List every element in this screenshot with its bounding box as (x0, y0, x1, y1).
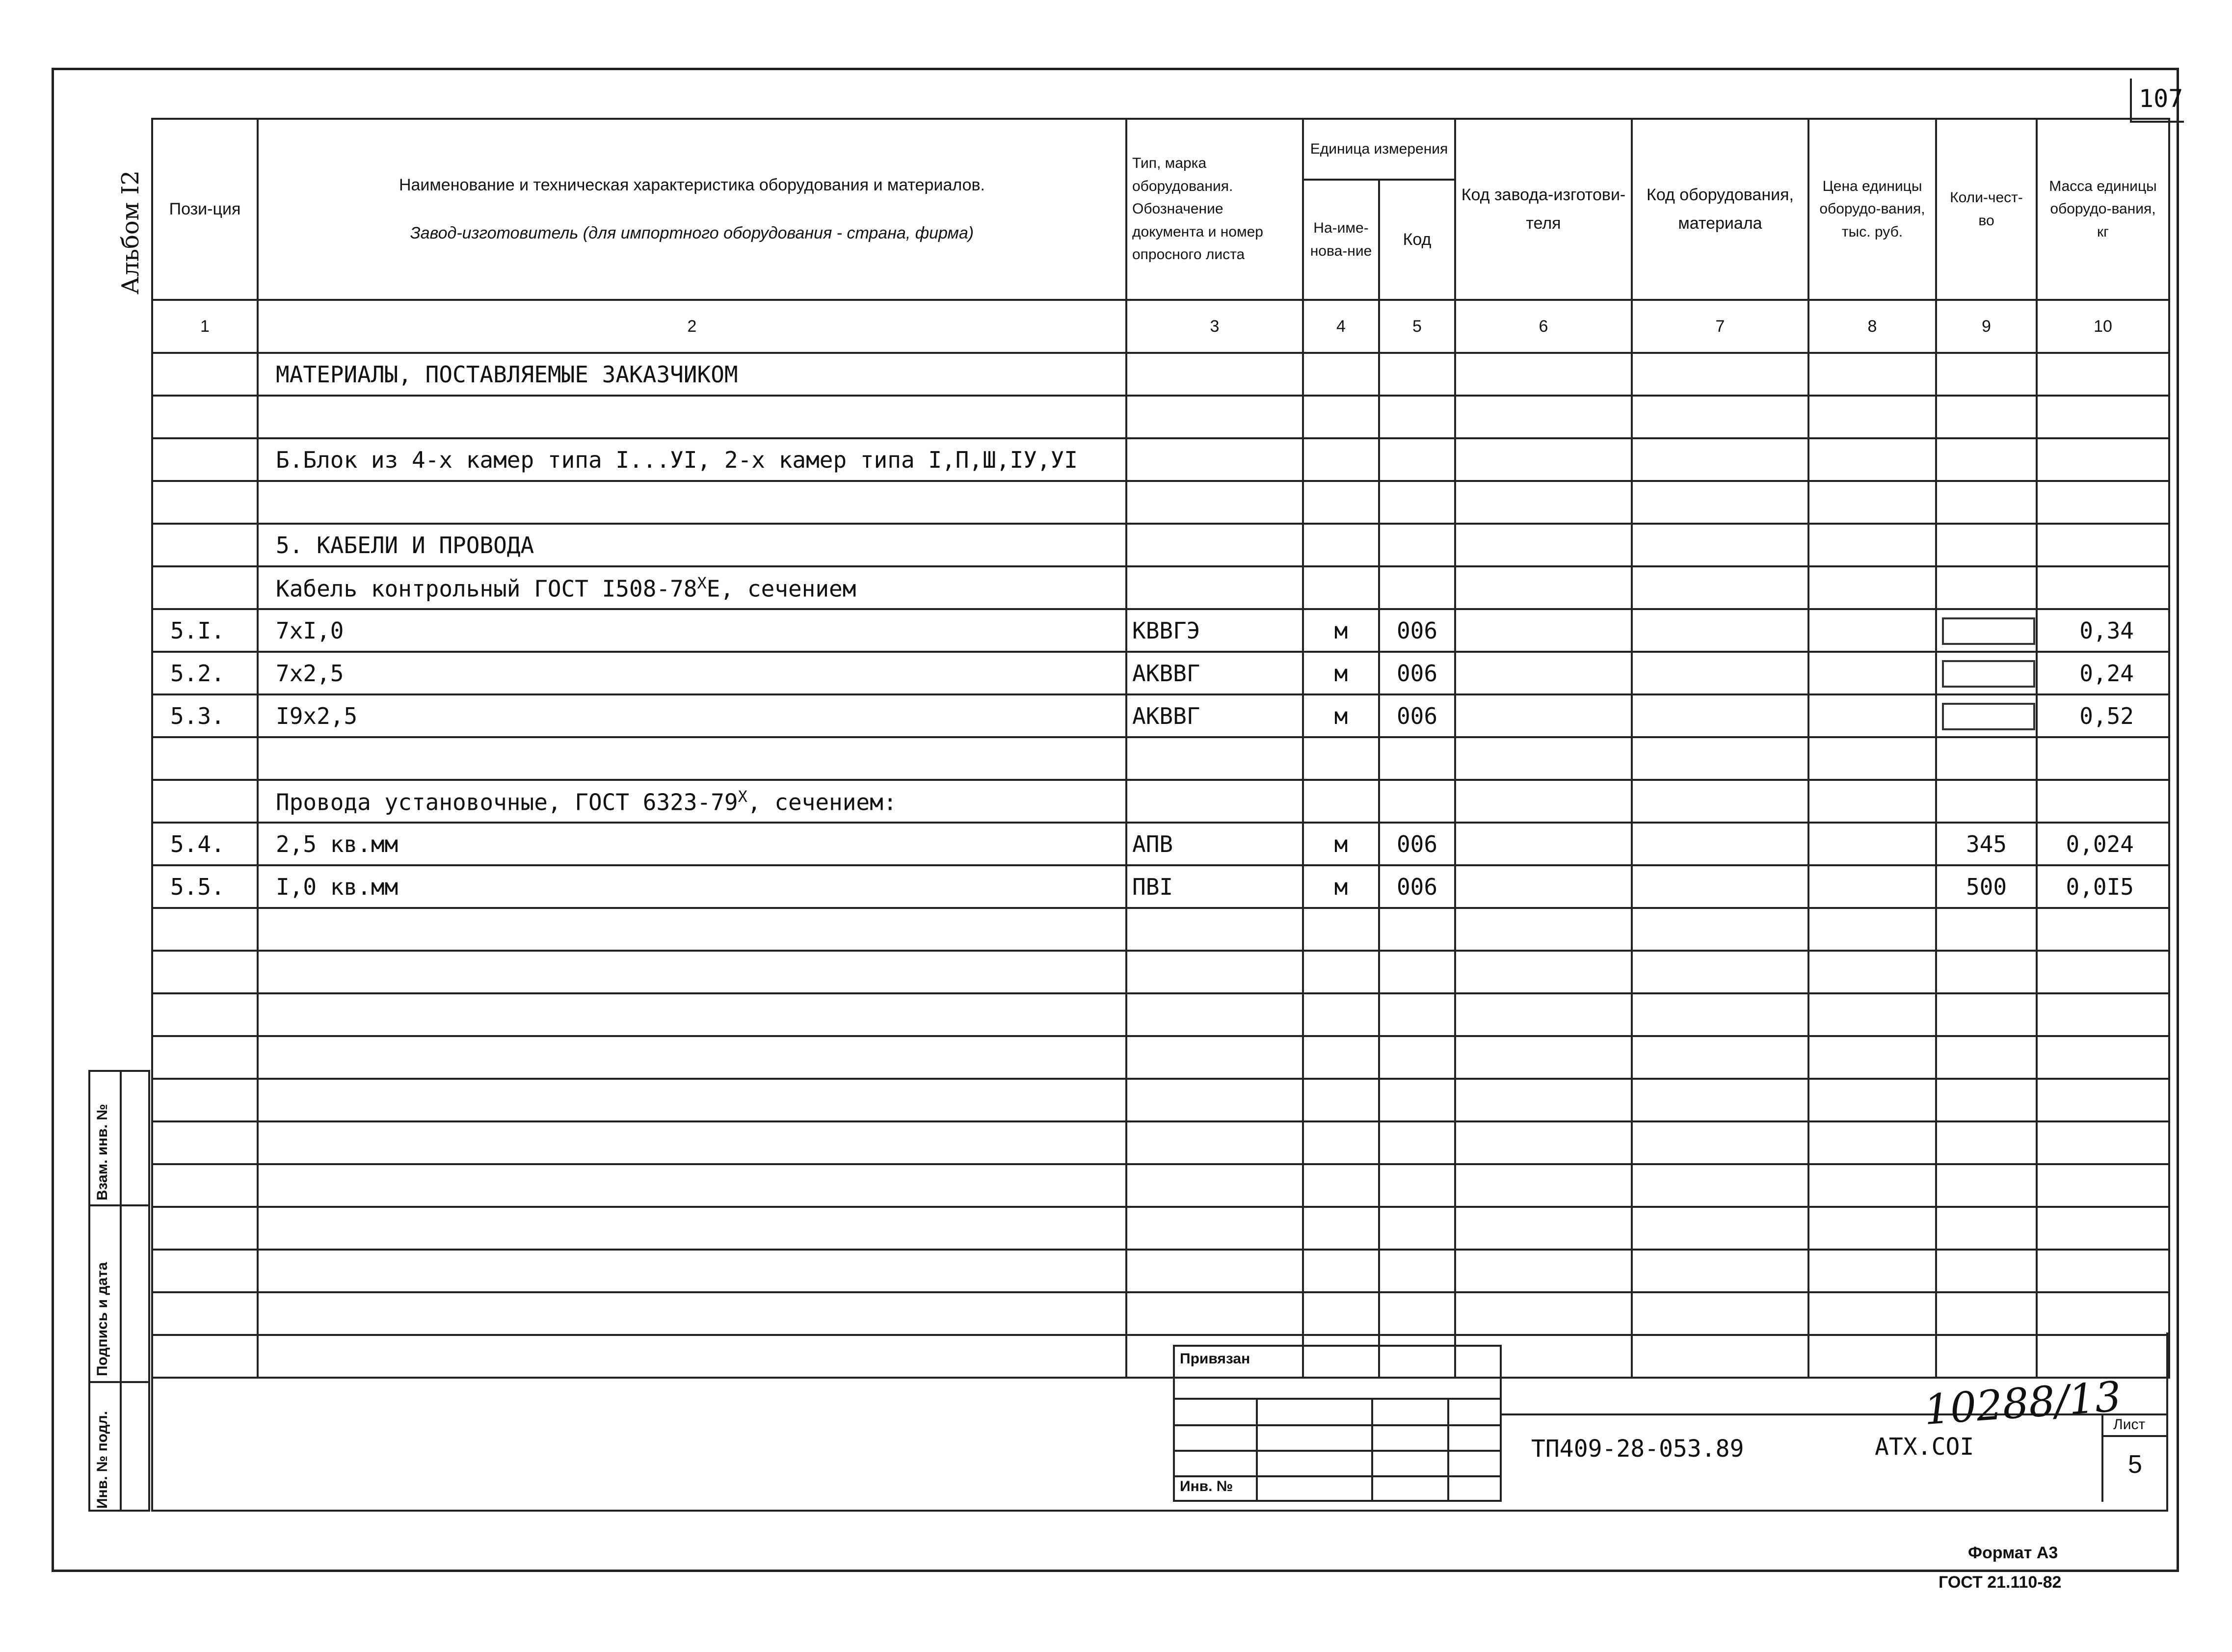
item-unit: м (1303, 652, 1379, 694)
podpis-data-label: Подпись и дата (94, 1262, 110, 1376)
header-quantity: Коли-чест-во (1936, 119, 2037, 300)
header-unit-name: На-име-нова-ние (1303, 180, 1379, 300)
table-row (152, 1250, 2169, 1292)
position: 5.3. (152, 694, 258, 737)
header-position: Пози-ция (152, 119, 258, 300)
gost-label: ГОСТ 21.110-82 (1939, 1573, 2062, 1592)
table-row (152, 951, 2169, 993)
inv-podl-label: Инв. № подл. (94, 1411, 110, 1509)
col-number: 9 (1936, 300, 2037, 353)
table-row (152, 694, 2169, 737)
section-title: МАТЕРИАЛЫ, ПОСТАВЛЯЕМЫЕ ЗАКАЗЧИКОМ (258, 353, 1126, 396)
quantity-box (1942, 617, 2035, 645)
table-row (152, 908, 2169, 951)
item-type: КВВГЭ (1126, 609, 1303, 652)
col-number: 10 (2037, 300, 2169, 353)
header-name-line2: Завод-изготовитель (для импортного оборудования - страна, фирма) (410, 223, 974, 242)
table-row (152, 780, 2169, 823)
table-row (152, 1164, 2169, 1207)
specification-table (151, 118, 2170, 1379)
header-row (152, 119, 2169, 180)
table-row (152, 1036, 2169, 1079)
header-price: Цена единицы оборудо-вания, тыс. руб. (1808, 119, 1936, 300)
item-mass: 0,34 (2037, 609, 2169, 652)
col-number: 1 (152, 300, 258, 353)
document-code: ТП409-28-053.89 (1531, 1435, 1744, 1463)
item-quantity: 500 (1936, 865, 2037, 908)
column-numbers-row (152, 300, 2169, 353)
item-unit: м (1303, 823, 1379, 865)
privyazan-label: Привязан (1180, 1351, 1250, 1367)
quantity-box (1942, 660, 2035, 688)
table-row (152, 481, 2169, 524)
page-number-box (2130, 79, 2184, 123)
item-unit-code: 006 (1379, 652, 1455, 694)
item-unit-code: 006 (1379, 694, 1455, 737)
item-mass: 0,024 (2037, 823, 2169, 865)
item-mass: 0,0I5 (2037, 865, 2169, 908)
col-number: 6 (1455, 300, 1632, 353)
quantity-box (1942, 703, 2035, 730)
col-number: 7 (1632, 300, 1808, 353)
item-type: АКВВГ (1126, 694, 1303, 737)
table-row (152, 993, 2169, 1036)
item-unit: м (1303, 694, 1379, 737)
header-equipment-code: Код оборудования, материала (1632, 119, 1808, 300)
format-label: Формат А3 (1968, 1544, 2058, 1562)
header-mass: Масса единицы оборудо-вания, кг (2037, 119, 2169, 300)
table-row (152, 1121, 2169, 1164)
col-number: 2 (258, 300, 1126, 353)
item-mass: 0,24 (2037, 652, 2169, 694)
table-row (152, 609, 2169, 652)
col-number: 3 (1126, 300, 1303, 353)
privyazan-stamp (1173, 1345, 1502, 1502)
table-row (152, 524, 2169, 566)
col-number: 8 (1808, 300, 1936, 353)
position: 5.2. (152, 652, 258, 694)
table-row (152, 566, 2169, 609)
table-row (152, 396, 2169, 438)
item-type: ПВI (1126, 865, 1303, 908)
subsection-title: 5. КАБЕЛИ И ПРОВОДА (258, 524, 1126, 566)
sheet-number: 5 (2128, 1450, 2142, 1479)
header-type: Тип, марка оборудования. Обозначение документа и номер опросного листа (1126, 119, 1303, 300)
side-stamp (88, 1070, 150, 1512)
header-factory-code: Код завода-изготови-теля (1455, 119, 1632, 300)
item-quantity: 345 (1936, 823, 2037, 865)
item-name: 7хI,0 (258, 609, 1126, 652)
table-row (152, 1292, 2169, 1335)
col-number: 5 (1379, 300, 1455, 353)
page-number: 107 (2139, 84, 2183, 113)
item-unit-code: 006 (1379, 823, 1455, 865)
table-row (152, 1207, 2169, 1250)
wire-group-title: Провода установочные, ГОСТ $6323-79^X$, сечением: (258, 780, 1126, 823)
table-row (152, 353, 2169, 396)
item-name: I9х2,5 (258, 694, 1126, 737)
inv-number-label: Инв. № (1180, 1478, 1233, 1494)
item-unit-code: 006 (1379, 865, 1455, 908)
position: 5.4. (152, 823, 258, 865)
header-name-line1: Наименование и техническая характеристика оборудования и материалов. (399, 175, 985, 194)
item-name: 7х2,5 (258, 652, 1126, 694)
table-row (152, 737, 2169, 780)
header-name (258, 119, 1126, 300)
album-label: Альбом I2 (117, 170, 144, 294)
item-name: 2,5 кв.мм (258, 823, 1126, 865)
item-type: АПВ (1126, 823, 1303, 865)
sheet-label: Лист (2113, 1416, 2146, 1433)
table-row (152, 438, 2169, 481)
cable-group-title: Кабель контрольный ГОСТ $I508-78^XЕ$, сечением (258, 566, 1126, 609)
handwritten-number: 10288/13 (1922, 1372, 2123, 1434)
item-mass: 0,52 (2037, 694, 2169, 737)
table-row (152, 652, 2169, 694)
header-unit-code: Код (1379, 180, 1455, 300)
document-mark: АТХ.СОI (1875, 1433, 1974, 1461)
item-unit: м (1303, 609, 1379, 652)
block-description: Б.Блок из 4-х камер типа I...УI, 2-х камер типа I,П,Ш,IУ,УI (258, 438, 1126, 481)
title-block (1502, 1413, 2168, 1502)
item-unit: м (1303, 865, 1379, 908)
position: 5.5. (152, 865, 258, 908)
col-number: 4 (1303, 300, 1379, 353)
item-name: I,0 кв.мм (258, 865, 1126, 908)
sheet-box (2101, 1415, 2168, 1502)
item-type: АКВВГ (1126, 652, 1303, 694)
table-row (152, 823, 2169, 865)
table-row (152, 865, 2169, 908)
table-row (152, 1079, 2169, 1121)
vzam-inv-label: Взам. инв. № (94, 1104, 110, 1200)
position: 5.I. (152, 609, 258, 652)
item-unit-code: 006 (1379, 609, 1455, 652)
header-unit-group: Единица измерения (1303, 119, 1455, 180)
